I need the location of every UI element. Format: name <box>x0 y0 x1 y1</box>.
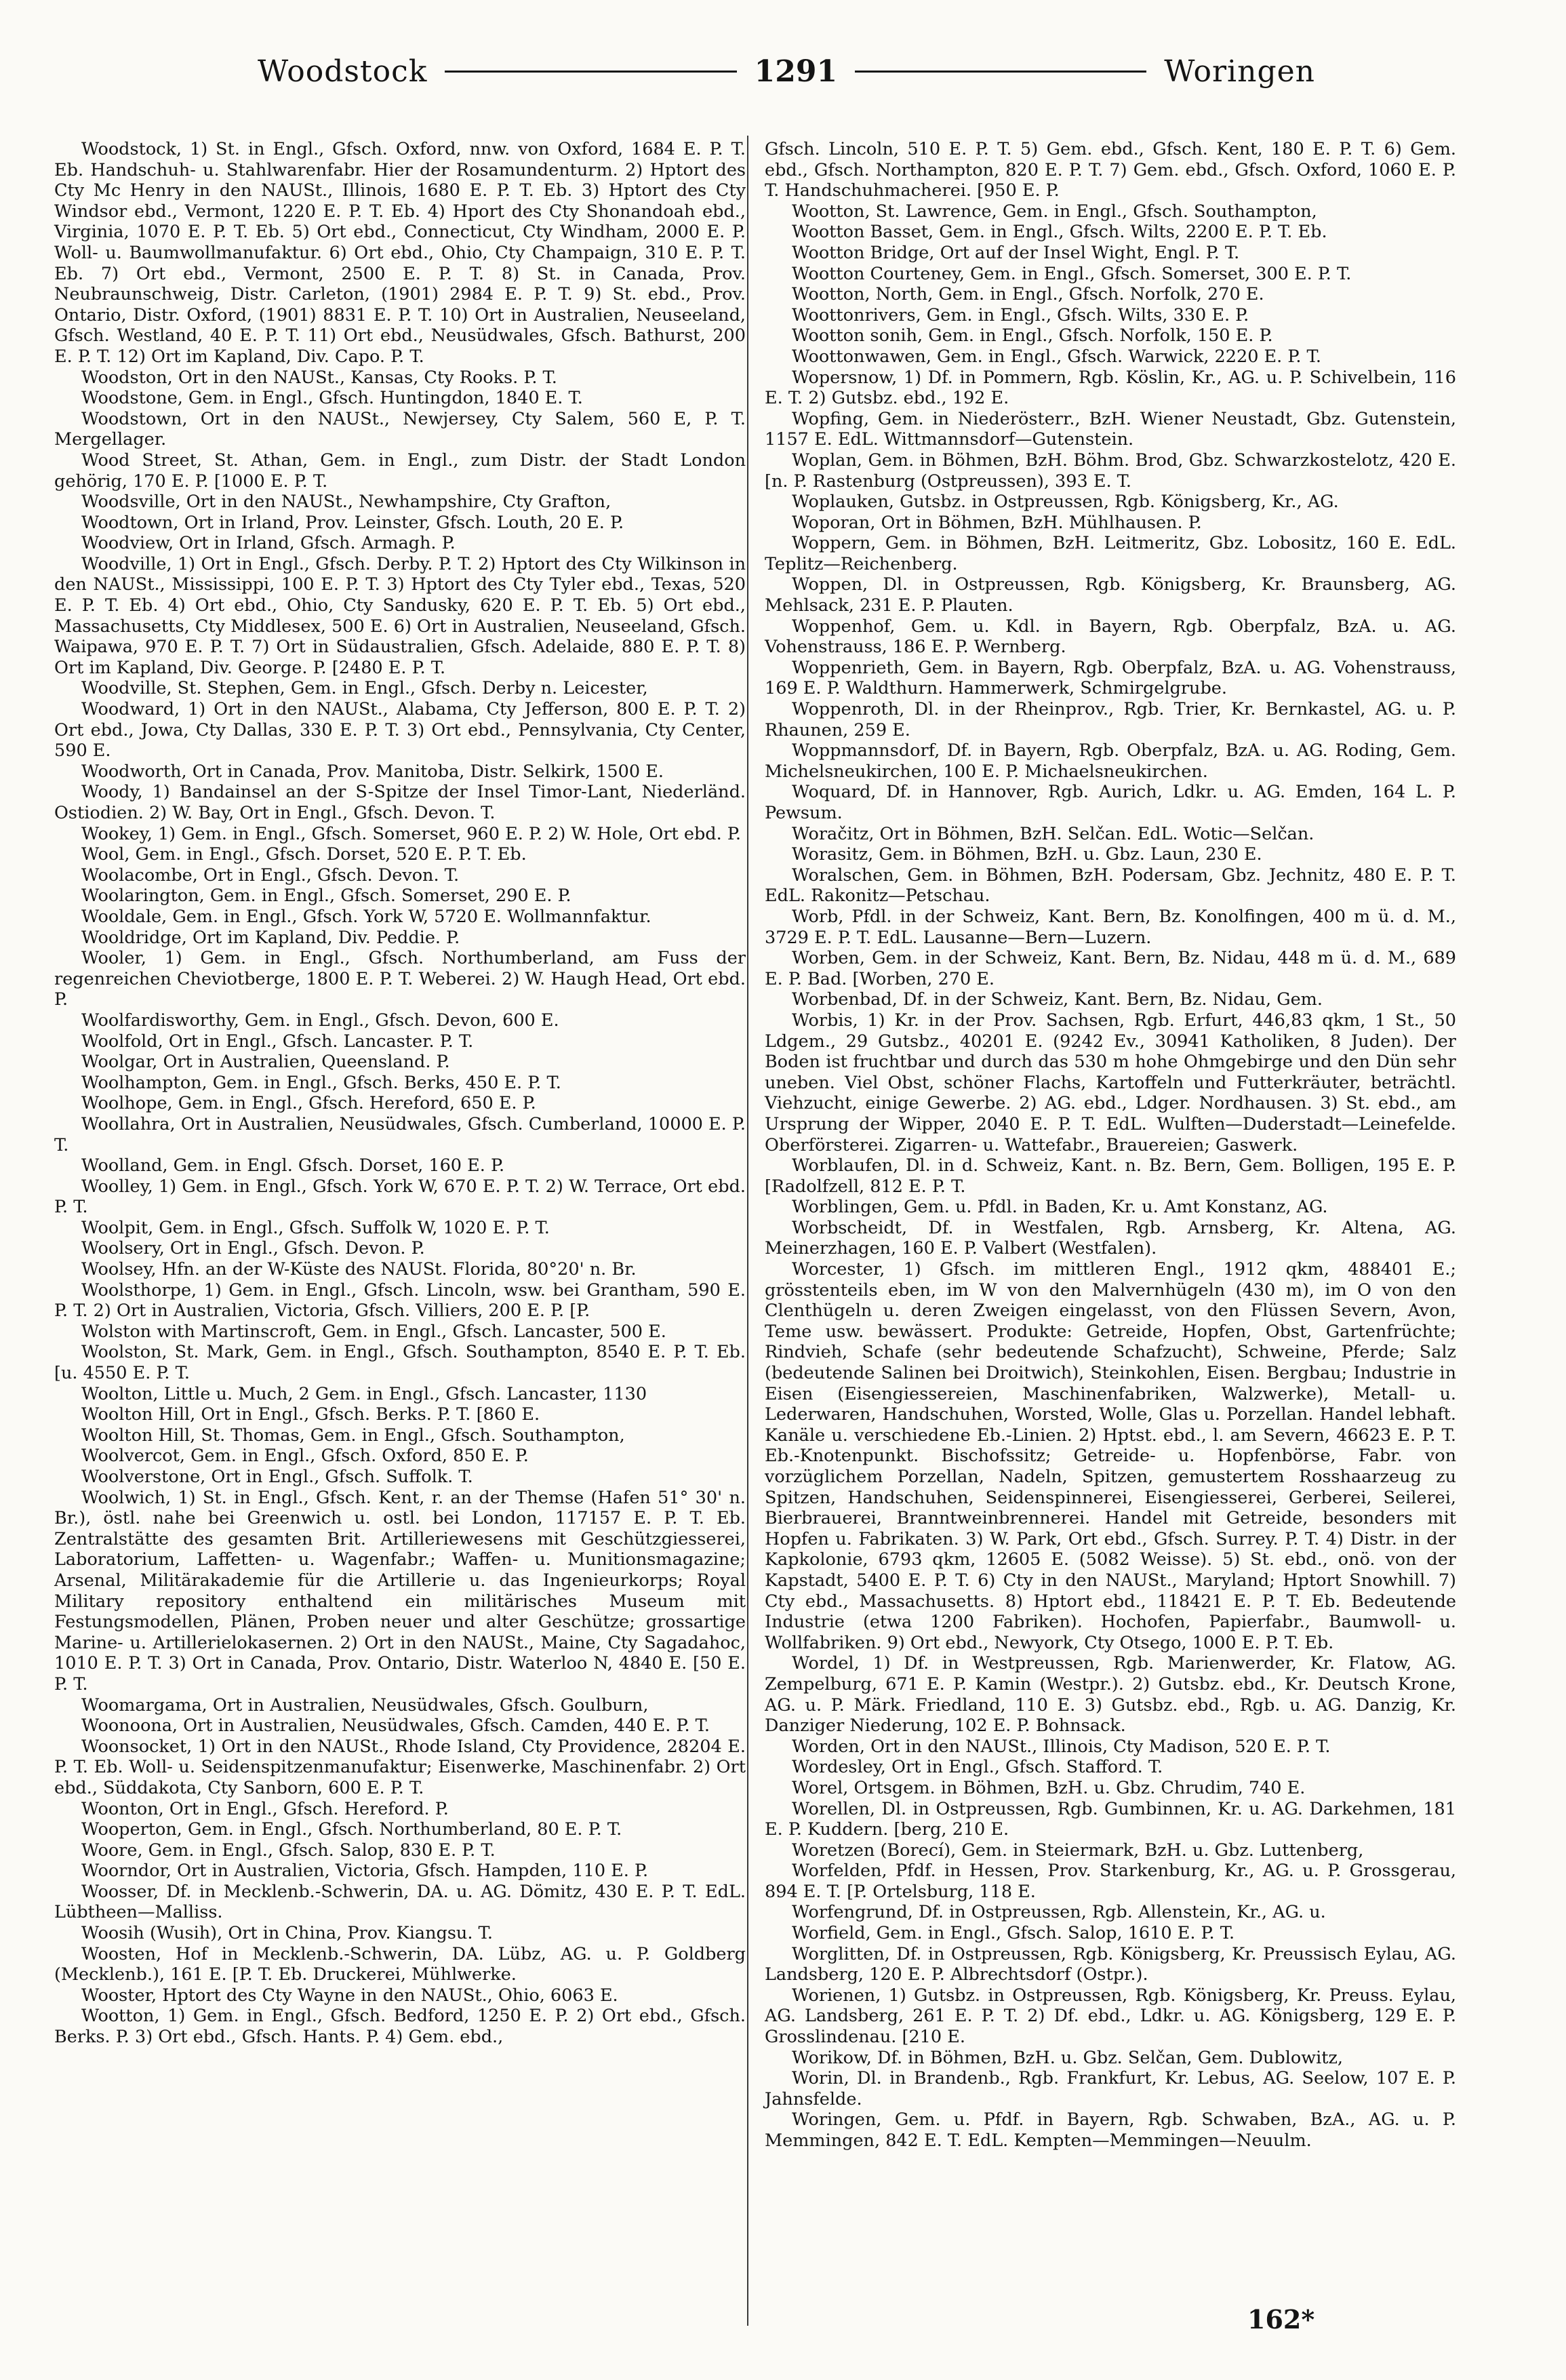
gazetteer-entry: Woodstone, Gem. in Engl., Gfsch. Huntingdon, 1840 E. T. <box>81 388 583 409</box>
gazetteer-entry: Worel, Ortsgem. in Böhmen, BzH. u. Gbz. Chrudim, 740 E. <box>792 1777 1306 1798</box>
gazetteer-entry: Woore, Gem. in Engl., Gfsch. Salop, 830 E. P. T. <box>81 1840 496 1861</box>
gazetteer-entry: Woolpit, Gem. in Engl., Gfsch. Suffolk W, 1020 E. P. T. <box>81 1217 550 1238</box>
gazetteer-entry: Woottonrivers, Gem. in Engl., Gfsch. Wilts, 330 E. P. <box>792 304 1249 325</box>
gazetteer-entry: Woosih (Wusih), Ort in China, Prov. Kiangsu. T. <box>81 1923 493 1944</box>
gazetteer-entry: Woringen, Gem. u. Pfdf. in Bayern, Rgb. Schwaben, BzA., AG. u. P. Memmingen, 842 E. T. EdL. Kempten—Memmingen—Neuulm. <box>765 2109 1456 2151</box>
gazetteer-entry: Woosten, Hof in Mecklenb.-Schwerin, DA. Lübz, AG. u. P. Goldberg (Mecklenb.), 161 E. [P. T. Eb. Druckerei, Mühlwerke. <box>54 1943 746 1985</box>
gazetteer-entry: Woretzen (Borecí), Gem. in Steiermark, BzH. u. Gbz. Luttenberg, <box>792 1840 1364 1861</box>
gazetteer-entry: Woolland, Gem. in Engl. Gfsch. Dorset, 160 E. P. <box>81 1155 505 1176</box>
gazetteer-entry: Woodview, Ort in Irland, Gfsch. Armagh. P. <box>81 533 456 554</box>
gazetteer-entry: Woodworth, Ort in Canada, Prov. Manitoba, Distr. Selkirk, 1500 E. <box>81 761 664 782</box>
gazetteer-entry: Woolton Hill, Ort in Engl., Gfsch. Berks. P. T. [860 E. <box>81 1404 540 1425</box>
gazetteer-entry: Woolgar, Ort in Australien, Queensland. P. <box>81 1052 450 1073</box>
gazetteer-entry: Wooldridge, Ort im Kapland, Div. Peddie. P. <box>81 927 460 948</box>
gazetteer-entry: Woppenroth, Dl. in der Rheinprov., Rgb. Trier, Kr. Bernkastel, AG. u. P. Rhaunen, 259 E. <box>765 699 1456 740</box>
gazetteer-entry: Woporan, Ort in Böhmen, BzH. Mühlhausen. P. <box>792 512 1202 533</box>
gazetteer-entry: Wootton, North, Gem. in Engl., Gfsch. Norfolk, 270 E. <box>792 284 1264 305</box>
gazetteer-entry: Worbenbad, Df. in der Schweiz, Kant. Bern, Bz. Nidau, Gem. <box>792 989 1323 1010</box>
gazetteer-entry: Woplan, Gem. in Böhmen, BzH. Böhm. Brod, Gbz. Schwarzkostelotz, 420 E. [n. P. Rastenburg (Ostpreussen), 393 E. T. <box>765 450 1456 492</box>
gazetteer-entry: Worblingen, Gem. u. Pfdl. in Baden, Kr. u. Amt Konstanz, AG. <box>792 1197 1328 1218</box>
gazetteer-entry: Wooperton, Gem. in Engl., Gfsch. Northumberland, 80 E. P. T. <box>81 1819 622 1840</box>
gazetteer-entry: Worin, Dl. in Brandenb., Rgb. Frankfurt, Kr. Lebus, AG. Seelow, 107 E. P. Jahnsfelde. <box>765 2068 1456 2109</box>
gazetteer-entry: Woolley, 1) Gem. in Engl., Gfsch. York W, 670 E. P. T. 2) W. Terrace, Ort ebd. P. T. <box>54 1176 746 1218</box>
gazetteer-entry: Woollahra, Ort in Australien, Neusüdwales, Gfsch. Cumberland, 10000 E. P. T. <box>54 1113 746 1155</box>
gazetteer-entry: Wookey, 1) Gem. in Engl., Gfsch. Somerset, 960 E. P. 2) W. Hole, Ort ebd. P. <box>81 823 741 844</box>
gazetteer-entry: Worfengrund, Df. in Ostpreussen, Rgb. Allenstein, Kr., AG. u. <box>792 1902 1326 1923</box>
header-dash-left <box>445 71 736 73</box>
gazetteer-entry: Wootton Bridge, Ort auf der Insel Wight, Engl. P. T. <box>792 242 1240 263</box>
gazetteer-entry: Wootton Basset, Gem. in Engl., Gfsch. Wilts, 2200 E. P. T. Eb. <box>792 222 1327 243</box>
gazetteer-entry: Woolfardisworthy, Gem. in Engl., Gfsch. Devon, 600 E. <box>81 1010 559 1031</box>
gazetteer-entry: Worasitz, Gem. in Böhmen, BzH. u. Gbz. Laun, 230 E. <box>792 844 1262 865</box>
gazetteer-entry: Woppmannsdorf, Df. in Bayern, Rgb. Oberpfalz, BzA. u. AG. Roding, Gem. Michelsneukirchen, 100 E. P. Michaelsneukirchen. <box>765 740 1456 782</box>
gazetteer-entry: Worbscheidt, Df. in Westfalen, Rgb. Arnsberg, Kr. Altena, AG. Meinerzhagen, 160 E. P. Valbert (Westfalen). <box>765 1217 1456 1259</box>
gazetteer-entry: Wordel, 1) Df. in Westpreussen, Rgb. Marienwerder, Kr. Flatow, AG. Zempelburg, 671 E. P. Kamin (Westpr.). 2) Gutsbz. ebd., Kr. Deutsch Krone, AG. u. P. Märk. Friedland, 110 E. 3) Gutsbz. ebd., Rgb. u. AG. Danzig, Kr. Danziger Niederung, 102 E. P. Bohnsack. <box>765 1653 1456 1737</box>
gazetteer-entry: Wolston with Martinscroft, Gem. in Engl., Gfsch. Lancaster, 500 E. <box>81 1321 666 1342</box>
gazetteer-entry: Woolverstone, Ort in Engl., Gfsch. Suffolk. T. <box>81 1467 473 1487</box>
gazetteer-entry: Worben, Gem. in der Schweiz, Kant. Bern, Bz. Nidau, 448 m ü. d. M., 689 E. P. Bad. [Worben, 270 E. <box>765 948 1456 989</box>
gazetteer-entry: Woolarington, Gem. in Engl., Gfsch. Somerset, 290 E. P. <box>81 886 571 907</box>
gazetteer-entry: Woody, 1) Bandainsel an der S-Spitze der Insel Timor-Lant, Niederländ. Ostiodien. 2) W. Bay, Ort in Engl., Gfsch. Devon. T. <box>54 782 746 823</box>
gazetteer-entry: Woppenhof, Gem. u. Kdl. in Bayern, Rgb. Oberpfalz, BzA. u. AG. Vohenstrauss, 186 E. P. Wernberg. <box>765 616 1456 658</box>
signature-mark: 162* <box>1247 2304 1315 2335</box>
gazetteer-entry: Woodstown, Ort in den NAUSt., Newjersey, Cty Salem, 560 E, P. T. Mergellager. <box>54 408 746 450</box>
gazetteer-entry: Wopersnow, 1) Df. in Pommern, Rgb. Köslin, Kr., AG. u. P. Schivelbein, 116 E. T. 2) Gutsbz. ebd., 192 E. <box>765 367 1456 409</box>
gazetteer-entry: Woonton, Ort in Engl., Gfsch. Hereford. P. <box>81 1798 449 1819</box>
gazetteer-entry: Woodtown, Ort in Irland, Prov. Leinster, Gfsch. Louth, 20 E. P. <box>81 512 624 533</box>
gazetteer-entry: Woodsville, Ort in den NAUSt., Newhampshire, Cty Grafton, <box>81 492 611 513</box>
gazetteer-entry: Woosser, Df. in Mecklenb.-Schwerin, DA. u. AG. Dömitz, 430 E. P. T. EdL. Lübtheen—Malliss. <box>54 1881 746 1923</box>
gazetteer-entry: Woodward, 1) Ort in den NAUSt., Alabama, Cty Jefferson, 800 E. P. T. 2) Ort ebd., Jowa, Cty Dallas, 330 E. P. T. 3) Ort ebd., Pennsylvania, Cty Center, 590 E. <box>54 699 746 761</box>
gazetteer-entry: Woppen, Dl. in Ostpreussen, Rgb. Königsberg, Kr. Braunsberg, AG. Mehlsack, 231 E. P. Plauten. <box>765 574 1456 616</box>
gazetteer-entry: Gfsch. Lincoln, 510 E. P. T. 5) Gem. ebd., Gfsch. Kent, 180 E. P. T. 6) Gem. ebd., Gfsch. Northampton, 820 E. P. T. 7) Gem. ebd., Gfsch. Oxford, 1060 E. P. T. Handschuhmacherei. [950 E. P. <box>765 139 1456 201</box>
gazetteer-entry: Woquard, Df. in Hannover, Rgb. Aurich, Ldkr. u. AG. Emden, 164 L. P. Pewsum. <box>765 782 1456 823</box>
gazetteer-entry: Woodston, Ort in den NAUSt., Kansas, Cty Rooks. P. T. <box>81 367 557 388</box>
gazetteer-entry: Worfelden, Pfdf. in Hessen, Prov. Starkenburg, Kr., AG. u. P. Grossgerau, 894 E. T. [P. Ortelsburg, 118 E. <box>765 1861 1456 1902</box>
gazetteer-entry: Worden, Ort in den NAUSt., Illinois, Cty Madison, 520 E. P. T. <box>792 1736 1331 1757</box>
gazetteer-entry: Woolsey, Hfn. an der W-Küste des NAUSt. Florida, 80°20' n. Br. <box>81 1259 637 1280</box>
right-column <box>765 139 1456 2151</box>
gazetteer-entry: Woppern, Gem. in Böhmen, BzH. Leitmeritz, Gbz. Lobositz, 160 E. EdL. Teplitz—Reichenberg. <box>765 533 1456 574</box>
gazetteer-entry: Woppenrieth, Gem. in Bayern, Rgb. Oberpfalz, BzA. u. AG. Vohenstrauss, 169 E. P. Waldthurn. Hammerwerk, Schmirgelgrube. <box>765 657 1456 699</box>
gazetteer-entry: Worbis, 1) Kr. in der Prov. Sachsen, Rgb. Erfurt, 446,83 qkm, 1 St., 50 Ldgem., 29 Gutsbz., 40201 E. (9242 Ev., 30941 Katholiken, 8 Juden). Der Boden ist fruchtbar und durch das 530 m hohe Ohmgebirge und den Dün sehr uneben. Viel Obst, schöner Flachs, Kartoffeln und Futterkräuter, beträchtl. Viehzucht, einige Gewerbe. 2) AG. ebd., Ldger. Nordhausen. 3) St. ebd., am Ursprung der Wipper, 2040 E. P. T. EdL. Wulften—Duderstadt—Leinefelde. Oberförsterei. Zigarren- u. Wattefabr., Brauereien; Gaswerk. <box>765 1010 1456 1155</box>
gazetteer-entry: Worfield, Gem. in Engl., Gfsch. Salop, 1610 E. P. T. <box>792 1923 1235 1944</box>
gazetteer-entry: Worellen, Dl. in Ostpreussen, Rgb. Gumbinnen, Kr. u. AG. Darkehmen, 181 E. P. Kuddern. [berg, 210 E. <box>765 1798 1456 1840</box>
gazetteer-entry: Wooster, Hptort des Cty Wayne in den NAUSt., Ohio, 6063 E. <box>81 1985 618 2006</box>
gazetteer-entry: Woolhope, Gem. in Engl., Gfsch. Hereford, 650 E. P. <box>81 1093 536 1114</box>
gazetteer-entry: Woodstock, 1) St. in Engl., Gfsch. Oxford, nnw. von Oxford, 1684 E. P. T. Eb. Handschuh- u. Stahlwarenfabr. Hier der Rosamundenturm. 2) Hptort des Cty Mc Henry in den NAUSt., Illinois, 1680 E. P. T. Eb. 3) Hptort des Cty Windsor ebd., Vermont, 1220 E. P. T. Eb. 4) Hport des Cty Shonandoah ebd., Virginia, 1070 E. P. T. Eb. 5) Ort ebd., Connecticut, Cty Windham, 2000 E. P. Woll- u. Baumwollmanufaktur. 6) Ort ebd., Ohio, Cty Champaign, 310 E. P. T. Eb. 7) Ort ebd., Vermont, 2500 E. P. T. 8) St. in Canada, Prov. Neubraunschweig, Distr. Carleton, (1901) 2984 E. P. T. 9) St. ebd., Prov. Ontario, Distr. Oxford, (1901) 8831 E. P. T. 10) Ort in Australien, Neuseeland, Gfsch. Westland, 40 E. P. T. 11) Ort ebd., Neusüdwales, Gfsch. Bathurst, 200 E. P. T. 12) Ort im Kapland, Div. Capo. P. T. <box>54 139 746 367</box>
gazetteer-entry: Worblaufen, Dl. in d. Schweiz, Kant. n. Bz. Bern, Gem. Bolligen, 195 E. P. [Radolfzell, 812 E. P. T. <box>765 1155 1456 1197</box>
gazetteer-entry: Wopfing, Gem. in Niederösterr., BzH. Wiener Neustadt, Gbz. Gutenstein, 1157 E. EdL. Wittmannsdorf—Gutenstein. <box>765 408 1456 450</box>
gazetteer-entry: Worcester, 1) Gfsch. im mittleren Engl., 1912 qkm, 488401 E.; grösstenteils eben, im W von den Malvernhügeln (430 m), im O von den Clenthügeln u. deren Zweigen eingelasst, von den Flüssen Severn, Avon, Teme usw. bewässert. Produkte: Getreide, Hopfen, Obst, Gartenfrüchte; Rindvieh, Schafe (sehr bedeutende Schafzucht), Schweine, Pferde; Salz (bedeutende Salinen bei Droitwich), Steinkohlen, Eisen. Bergbau; Industrie in Eisen (Eisengiessereien, Maschinenfabriken, Walzwerke), Metall- u. Lederwaren, Handschuhen, Worsted, Wolle, Glas u. Porzellan. Handel lebhaft. Kanäle u. verschiedene Eb.-Linien. 2) Hptst. ebd., l. am Severn, 46623 E. P. T. Eb.-Knotenpunkt. Bischofssitz; Getreide- u. Hopfenbörse, Fabr. von vorzüglichem Porzellan, Nadeln, Spitzen, gemustertem Rosshaarzeug zu Spitzen, Handschuhen, Seidenspinnerei, Eisengiesserei, Gerberei, Seilerei, Bierbrauerei, Branntweinbrennerei. Handel mit Getreide, besonders mit Hopfen u. Fabrikaten. 3) W. Park, Ort ebd., Gfsch. Surrey. P. T. 4) Distr. in der Kapkolonie, 6793 qkm, 12605 E. (5082 Weisse). 5) St. ebd., onö. von der Kapstadt, 5400 E. P. T. 6) Cty in den NAUSt., Maryland; Hptort Snowhill. 7) Cty ebd., Massachusetts. 8) Hptort ebd., 118421 E. P. T. Eb. Bedeutende Industrie (etwa 1200 Fabriken). Hochofen, Papierfabr., Baumwoll- u. Wollfabriken. 9) Ort ebd., Newyork, Cty Otsego, 1000 E. P. T. Eb. <box>765 1259 1456 1653</box>
gazetteer-entry: Wooler, 1) Gem. in Engl., Gfsch. Northumberland, am Fuss der regenreichen Cheviotberge, 1800 E. P. T. Weberei. 2) W. Haugh Head, Ort ebd. P. <box>54 948 746 1010</box>
gazetteer-entry: Worglitten, Df. in Ostpreussen, Rgb. Königsberg, Kr. Preussisch Eylau, AG. Landsberg, 120 E. P. Albrechtsdorf (Ostpr.). <box>765 1943 1456 1985</box>
gazetteer-entry: Woolton Hill, St. Thomas, Gem. in Engl., Gfsch. Southampton, <box>81 1425 625 1446</box>
gazetteer-entry: Woolwich, 1) St. in Engl., Gfsch. Kent, r. an der Themse (Hafen 51° 30' n. Br.), östl. nahe bei Greenwich u. ostl. bei London, 117157 E. P. T. Eb. Zentralstätte des gesamten Brit. Artilleriewesens mit Geschützgiesserei, Laboratorium, Laffetten- u. Wagenfabr.; Waffen- u. Munitionsmagazine; Arsenal, Militärakademie für die Artillerie u. das Ingenieurkorps; Royal Military repository enthaltend ein militärisches Museum mit Festungsmodellen, Plänen, Proben neuer und alter Geschütze; grossartige Marine- u. Artillerielokasernen. 2) Ort in den NAUSt., Maine, Cty Sagadahoc, 1010 E. P. T. 3) Ort in Canada, Prov. Ontario, Distr. Waterloo N, 4840 E. [50 E. P. T. <box>54 1487 746 1694</box>
gazetteer-entry: Wool, Gem. in Engl., Gfsch. Dorset, 520 E. P. T. Eb. <box>81 844 527 865</box>
gazetteer-entry: Woonsocket, 1) Ort in den NAUSt., Rhode Island, Cty Providence, 28204 E. P. T. Eb. Woll- u. Seidenspitzenmanufaktur; Eisenwerke, Maschinenfabr. 2) Ort ebd., Süddakota, Cty Sanborn, 600 E. P. T. <box>54 1736 746 1798</box>
gazetteer-entry: Woolfold, Ort in Engl., Gfsch. Lancaster. P. T. <box>81 1031 474 1052</box>
gazetteer-entry: Wootton, St. Lawrence, Gem. in Engl., Gfsch. Southampton, <box>792 201 1317 222</box>
page-number: 1291 <box>754 54 838 89</box>
header-dash-right <box>855 71 1146 73</box>
header-right-word: Woringen <box>1164 54 1316 89</box>
gazetteer-entry: Woplauken, Gutsbz. in Ostpreussen, Rgb. Königsberg, Kr., AG. <box>792 492 1339 513</box>
gazetteer-entry: Worienen, 1) Gutsbz. in Ostpreussen, Rgb. Königsberg, Kr. Preuss. Eylau, AG. Landsberg, 261 E. P. T. 2) Df. ebd., Ldkr. u. AG. Königsberg, 129 E. P. Grosslindenau. [210 E. <box>765 1985 1456 2048</box>
gazetteer-entry: Woolhampton, Gem. in Engl., Gfsch. Berks, 450 E. P. T. <box>81 1072 561 1093</box>
gazetteer-entry: Woonoona, Ort in Australien, Neusüdwales, Gfsch. Camden, 440 E. P. T. <box>81 1715 710 1737</box>
gazetteer-entry: Woolton, Little u. Much, 2 Gem. in Engl., Gfsch. Lancaster, 1130 <box>81 1383 647 1404</box>
gazetteer-entry: Worb, Pfdl. in der Schweiz, Kant. Bern, Bz. Konolfingen, 400 m ü. d. M., 3729 E. P. T. EdL. Lausanne—Bern—Luzern. <box>765 906 1456 948</box>
gazetteer-entry: Woolsthorpe, 1) Gem. in Engl., Gfsch. Lincoln, wsw. bei Grantham, 590 E. P. T. 2) Ort in Australien, Victoria, Gfsch. Villiers, 200 E. P. [P. <box>54 1280 746 1322</box>
gazetteer-entry: Wood Street, St. Athan, Gem. in Engl., zum Distr. der Stadt London gehörig, 170 E. P. [1000 E. P. T. <box>54 450 746 492</box>
gazetteer-entry: Woottonwawen, Gem. in Engl., Gfsch. Warwick, 2220 E. P. T. <box>792 346 1321 367</box>
page-header <box>258 47 1315 95</box>
gazetteer-entry: Woolsery, Ort in Engl., Gfsch. Devon. P. <box>81 1238 425 1259</box>
gazetteer-entry: Woolvercot, Gem. in Engl., Gfsch. Oxford, 850 E. P. <box>81 1446 529 1467</box>
column-divider <box>747 136 748 2326</box>
gazetteer-entry: Wootton Courteney, Gem. in Engl., Gfsch. Somerset, 300 E. P. T. <box>792 263 1352 284</box>
gazetteer-entry: Woračitz, Ort in Böhmen, BzH. Selčan. EdL. Wotic—Selčan. <box>792 823 1314 844</box>
gazetteer-entry: Woomargama, Ort in Australien, Neusüdwales, Gfsch. Goulburn, <box>81 1694 649 1715</box>
gazetteer-entry: Worikow, Df. in Böhmen, BzH. u. Gbz. Selčan, Gem. Dublowitz, <box>792 2047 1344 2068</box>
gazetteer-entry: Wooldale, Gem. in Engl., Gfsch. York W, 5720 E. Wollmannfaktur. <box>81 906 651 927</box>
gazetteer-entry: Wootton sonih, Gem. in Engl., Gfsch. Norfolk, 150 E. P. <box>792 325 1273 346</box>
gazetteer-entry: Woolacombe, Ort in Engl., Gfsch. Devon. T. <box>81 865 460 886</box>
gazetteer-entry: Woodville, 1) Ort in Engl., Gfsch. Derby. P. T. 2) Hptort des Cty Wilkinson in den NAUSt., Mississippi, 100 E. P. T. 3) Hptort des Cty Tyler ebd., Texas, 520 E. P. T. Eb. 4) Ort ebd., Ohio, Cty Sandusky, 620 E. P. T. Eb. 5) Ort ebd., Massachusetts, Cty Middlesex, 500 E. 6) Ort in Australien, Neuseeland, Gfsch. Waipawa, 970 E. P. T. 7) Ort in Südaustralien, Gfsch. Adelaide, 880 E. P. T. 8) Ort im Kapland, Div. George. P. [2480 E. P. T. <box>54 553 746 678</box>
gazetteer-entry: Wootton, 1) Gem. in Engl., Gfsch. Bedford, 1250 E. P. 2) Ort ebd., Gfsch. Berks. P. 3) Ort ebd., Gfsch. Hants. P. 4) Gem. ebd., <box>54 2006 746 2048</box>
gazetteer-entry: Woodville, St. Stephen, Gem. in Engl., Gfsch. Derby n. Leicester, <box>81 678 648 699</box>
left-column <box>54 139 746 2048</box>
gazetteer-entry: Woolston, St. Mark, Gem. in Engl., Gfsch. Southampton, 8540 E. P. T. Eb. [u. 4550 E. P. T. <box>54 1342 746 1384</box>
gazetteer-entry: Woralschen, Gem. in Böhmen, BzH. Podersam, Gbz. Jechnitz, 480 E. P. T. EdL. Rakonitz—Petschau. <box>765 865 1456 907</box>
gazetteer-entry: Woorndor, Ort in Australien, Victoria, Gfsch. Hampden, 110 E. P. <box>81 1861 649 1882</box>
gazetteer-entry: Wordesley, Ort in Engl., Gfsch. Stafford. T. <box>792 1757 1163 1778</box>
header-left-word: Woodstock <box>258 54 428 89</box>
